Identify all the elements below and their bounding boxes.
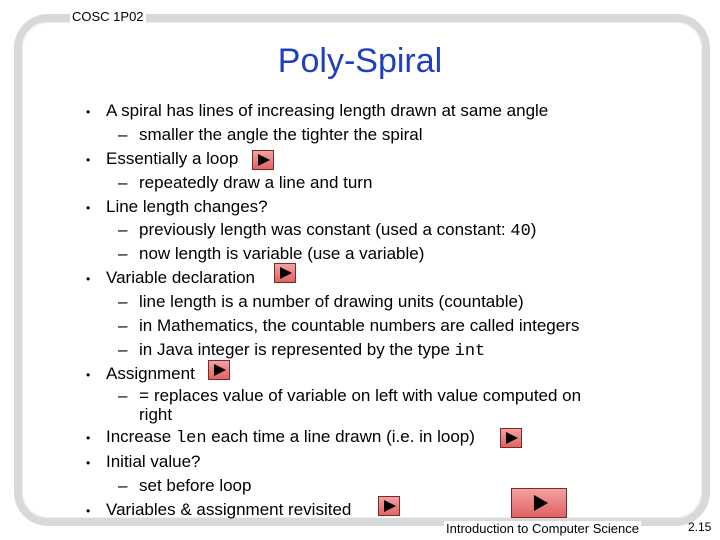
play-triangle-icon (505, 431, 519, 445)
bullet-text (106, 427, 475, 448)
bullet-marker: • (86, 105, 91, 119)
next-slide-button[interactable] (511, 488, 567, 518)
bullet-text-part: each time a line drawn (i.e. in loop) (211, 427, 475, 446)
sub-bullet-text: repeatedly draw a line and turn (139, 173, 373, 192)
bullet-marker: • (86, 504, 91, 518)
sub-bullet-text-continued: right (139, 405, 173, 424)
dash-marker: – (118, 173, 128, 192)
dash-marker: – (118, 244, 128, 263)
sub-bullet-text: in Mathematics, the countable numbers are called integers (139, 316, 580, 335)
play-triangle-icon (533, 494, 549, 512)
code-literal: int (454, 342, 486, 361)
sub-bullet-text (139, 340, 485, 361)
sub-bullet-text (139, 220, 536, 241)
footer-course-name: Introduction to Computer Science (446, 521, 639, 536)
bullet-text: Assignment (106, 364, 195, 383)
sub-bullet-text: smaller the angle the tighter the spiral (139, 125, 423, 144)
bullet-marker: • (86, 456, 91, 470)
bullet-marker: • (86, 201, 91, 215)
sub-bullet-text-part: in Java integer is represented by the type (139, 340, 450, 359)
nav-link-button[interactable] (252, 150, 274, 170)
bullet-text-part: Increase (106, 427, 172, 446)
course-code: COSC 1P02 (72, 9, 144, 24)
dash-marker: – (118, 476, 128, 495)
bullet-text: Variables & assignment revisited (106, 500, 352, 519)
play-triangle-icon (257, 153, 271, 167)
sub-bullet-text: now length is variable (use a variable) (139, 244, 425, 263)
bullet-text: A spiral has lines of increasing length drawn at same angle (106, 101, 549, 120)
code-literal: len (175, 429, 207, 448)
bullet-marker: • (86, 272, 91, 286)
code-literal: = (139, 388, 150, 407)
dash-marker: – (118, 125, 128, 144)
play-triangle-icon (383, 499, 397, 513)
bullet-text: Initial value? (106, 452, 201, 471)
sub-bullet-text (139, 386, 581, 407)
dash-marker: – (118, 220, 128, 239)
sub-bullet-text: line length is a number of drawing units (countable) (139, 292, 524, 311)
nav-link-button[interactable] (378, 496, 400, 516)
dash-marker: – (118, 386, 128, 405)
nav-link-button[interactable] (208, 360, 230, 380)
dash-marker: – (118, 292, 128, 311)
sub-bullet-text-part: previously length was constant (used a constant: (139, 220, 506, 239)
bullet-marker: • (86, 368, 91, 382)
sub-bullet-text-part: replaces value of variable on left with value computed on (153, 386, 582, 405)
slide-title: Poly-Spiral (277, 42, 443, 80)
bullet-text: Variable declaration (106, 268, 255, 287)
dash-marker: – (118, 340, 128, 359)
nav-link-button[interactable] (274, 263, 296, 283)
page-number: 2.15 (688, 520, 712, 534)
bullet-marker: • (86, 153, 91, 167)
play-triangle-icon (279, 266, 293, 280)
bullet-text: Essentially a loop (106, 149, 239, 168)
dash-marker: – (118, 316, 128, 335)
nav-link-button[interactable] (500, 428, 522, 448)
bullet-text: Line length changes? (106, 197, 268, 216)
sub-bullet-text: set before loop (139, 476, 252, 495)
play-triangle-icon (213, 363, 227, 377)
bullet-marker: • (86, 431, 91, 445)
code-literal: 40 (510, 222, 531, 241)
sub-bullet-text-part: ) (530, 220, 537, 239)
